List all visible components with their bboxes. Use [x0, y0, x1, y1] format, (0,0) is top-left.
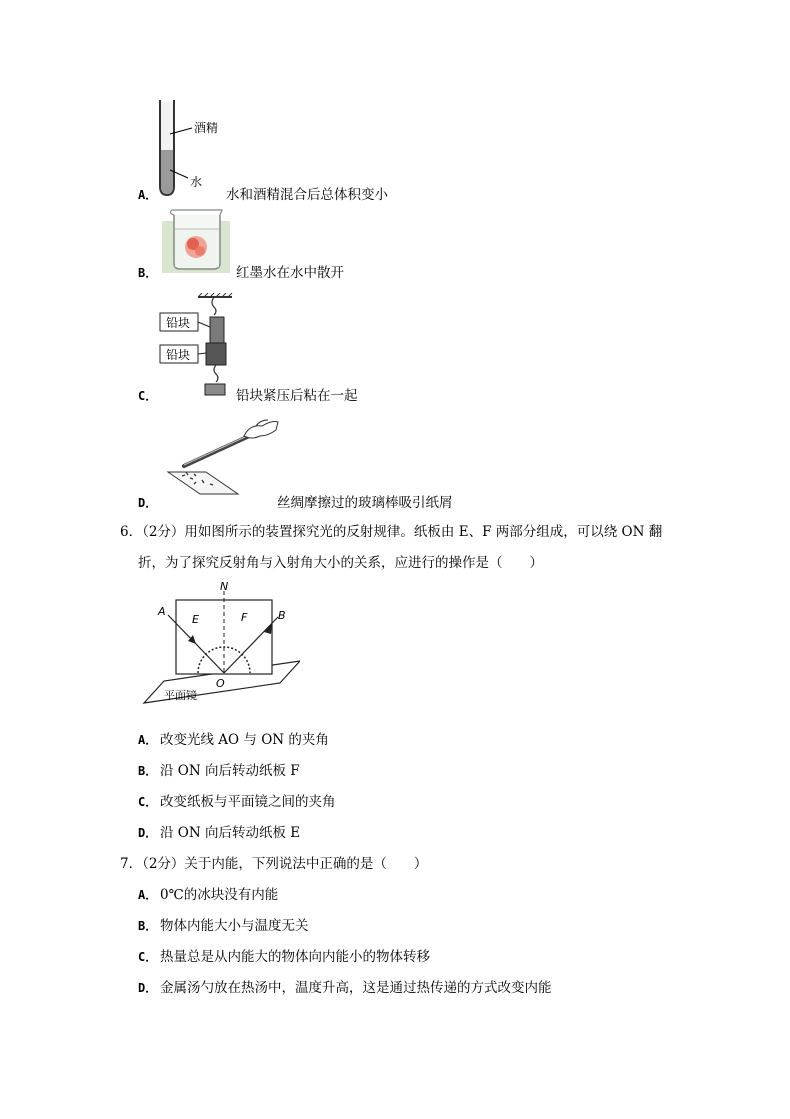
q5-option-b-letter: B．	[138, 266, 158, 280]
q7-option-a-text: 0℃的冰块没有内能	[160, 887, 279, 903]
q7-option-c-text: 热量总是从内能大的物体向内能小的物体转移	[160, 949, 430, 965]
q6-option-a-letter: A．	[138, 733, 158, 747]
q6-option-c-letter: C．	[138, 795, 158, 809]
q7-option-d-letter: D．	[138, 981, 158, 995]
test-tube-figure	[150, 98, 230, 198]
q5-option-d-letter: D．	[138, 496, 158, 510]
q6-option-d-letter: D．	[138, 826, 158, 840]
q6-option-c-text: 改变纸板与平面镜之间的夹角	[160, 794, 336, 810]
q6-option-b-letter: B．	[138, 764, 158, 778]
q5-option-a-letter: A．	[138, 188, 158, 202]
alcohol-label: 酒精	[194, 121, 219, 135]
fig-label-f: F	[241, 611, 248, 624]
q7-option-c-letter: C．	[138, 950, 158, 964]
reflection-figure	[140, 581, 300, 707]
q7-option-b-text: 物体内能大小与温度无关	[160, 918, 309, 934]
q5-option-d-text: 丝绸摩擦过的玻璃棒吸引纸屑	[277, 495, 453, 511]
water-label: 水	[190, 175, 203, 189]
q7-stem: 7．（2分）关于内能，下列说法中正确的是（ ）	[120, 856, 428, 872]
fig-label-o: O	[216, 677, 225, 690]
q5-option-c-letter: C．	[138, 389, 158, 403]
fig-label-a: A	[158, 605, 166, 618]
q5-option-b-text: 红墨水在水中散开	[236, 265, 344, 281]
q7-option-b-letter: B．	[138, 919, 158, 933]
lead-block-label-2: 铅块	[166, 348, 191, 362]
fig-label-mirror: 平面镜	[164, 689, 197, 702]
fig-label-e: E	[192, 613, 199, 626]
q6-option-b-text: 沿 ON 向后转动纸板 F	[160, 763, 300, 779]
lead-block-label-1: 铅块	[166, 316, 191, 330]
q7-option-d-text: 金属汤勺放在热汤中，温度升高，这是通过热传递的方式改变内能	[160, 980, 552, 996]
q6-option-a-text: 改变光线 AO 与 ON 的夹角	[160, 732, 329, 748]
glass-rod-figure	[160, 412, 280, 496]
q6-stem-line2: 折，为了探究反射角与入射角大小的关系，应进行的操作是（ ）	[138, 555, 543, 571]
q6-stem-line1: 6．（2分）用如图所示的装置探究光的反射规律。纸板由 E、F 两部分组成，可以绕 ON 翻	[120, 524, 663, 540]
fig-label-n: N	[220, 581, 229, 593]
lead-blocks-figure	[158, 293, 238, 397]
q7-option-a-letter: A．	[138, 888, 158, 902]
fig-label-b: B	[278, 609, 286, 622]
q5-option-c-text: 铅块紧压后粘在一起	[236, 388, 358, 404]
q6-option-d-text: 沿 ON 向后转动纸板 E	[160, 825, 301, 841]
q5-option-a-text: 水和酒精混合后总体积变小	[226, 187, 388, 203]
beaker-figure	[160, 207, 232, 273]
